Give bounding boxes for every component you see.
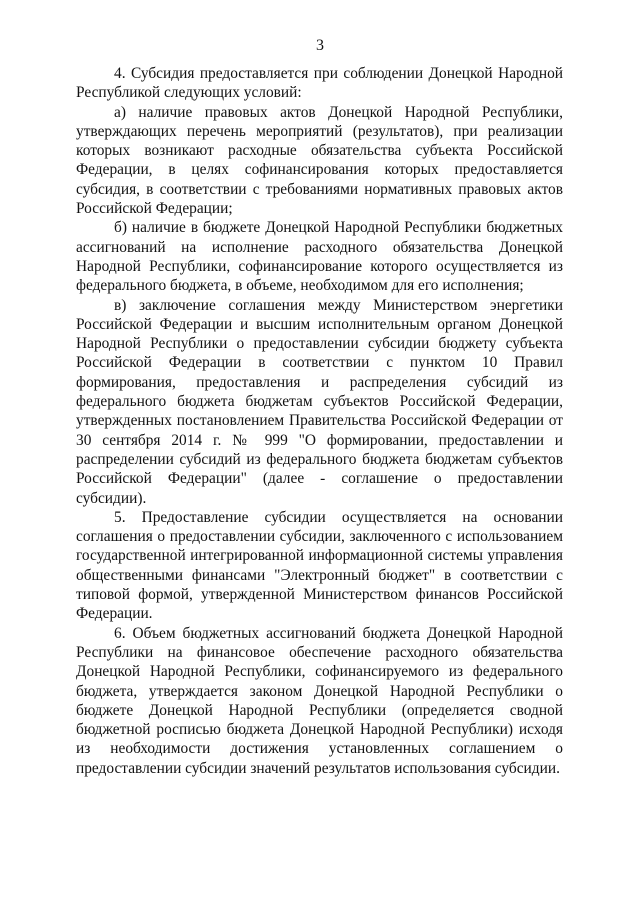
paragraph-6-allocation-volume: 6. Объем бюджетных ассигнований бюджета Донецкой Народной Республики на финансовое обеспечение расходного обязательства Донецкой Народной Республики, софинансируемого из федерального бюджета, утверждается законом Донецкой Народной Республики о бюджете Донецкой Народной Республики (определяется сводной бюджетной росписью бюджета Донецкой Народной Республики) исходя из необходимости достижения установленных соглашением о предоставлении субсидии значений результатов использования субсидии. xyxy=(76,624,563,777)
page-number: 3 xyxy=(316,37,324,54)
paragraph-4a-legal-acts: а) наличие правовых актов Донецкой Народной Республики, утверждающих перечень мероприятий (результатов), при реализации которых возникают расходные обязательства субъекта Российской Федерации, в целях софинансирования которых предоставляется субсидия, в соответствии с требованиями нормативных правовых актов Российской Федерации; xyxy=(76,103,563,218)
paragraph-4b-budget-allocations: б) наличие в бюджете Донецкой Народной Республики бюджетных ассигнований на исполнение расходного обязательства Донецкой Народной Республики, софинансирование которого осуществляется из федерального бюджета, в объеме, необходимом для его исполнения; xyxy=(76,219,563,295)
paragraph-4c-agreement: в) заключение соглашения между Министерством энергетики Российской Федерации и высшим исполнительным органом Донецкой Народной Республики о предоставлении субсидии бюджету субъекта Российской Федерации в соответствии с пунктом 10 Правил формирования, предоставления и распределения субсидий из федерального бюджета бюджетам субъектов Российской Федерации, утвержденных постановлением Правительства Российской Федерации от 30 сентября 2014 г. № 999 "О формировании, предоставлении и распределении субсидий из федерального бюджета бюджетам субъектов Российской Федерации" (далее - соглашение о предоставлении субсидии). xyxy=(76,296,563,507)
paragraph-4-conditions: 4. Субсидия предоставляется при соблюдении Донецкой Народной Республикой следующих условий: xyxy=(76,65,563,102)
document-body xyxy=(76,64,563,778)
paragraph-5-provision: 5. Предоставление субсидии осуществляется на основании соглашения о предоставлении субсидии, заключенного с использованием государственной интегрированной информационной системы управления общественными финансами "Электронный бюджет" в соответствии с типовой формой, утвержденной Министерством финансов Российской Федерации. xyxy=(76,508,563,623)
